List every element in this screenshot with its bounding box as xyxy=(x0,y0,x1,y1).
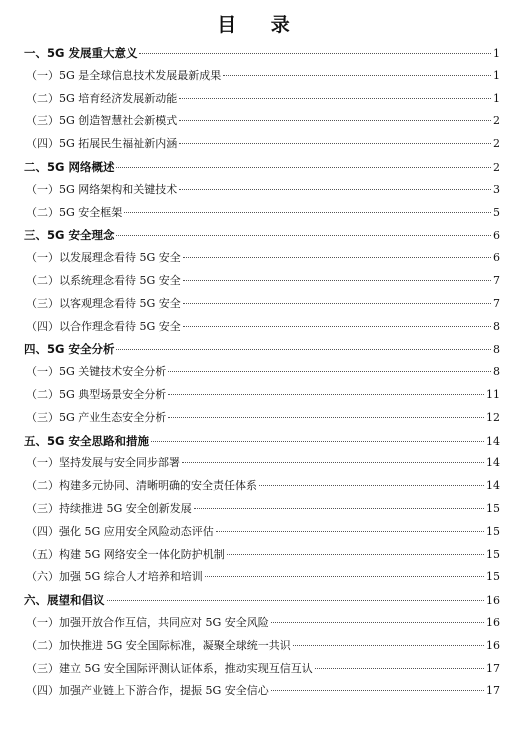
dot-leader xyxy=(116,235,491,236)
toc-section-row[interactable] xyxy=(24,88,500,111)
toc-entry-label: （一）加强开放合作互信，共同应对 5G 安全风险 xyxy=(26,615,269,629)
toc-page-number: 16 xyxy=(486,615,500,629)
dot-leader xyxy=(223,75,491,76)
toc-entry-label: 四、5G 安全分析 xyxy=(24,342,115,357)
toc-page-number: 15 xyxy=(486,547,500,561)
toc-page-number: 16 xyxy=(486,594,500,608)
toc-page-number: 15 xyxy=(486,501,500,515)
toc-page-number: 2 xyxy=(493,114,500,128)
toc-section-row[interactable] xyxy=(24,544,500,567)
toc-page-number: 5 xyxy=(493,205,500,219)
toc-section-row[interactable] xyxy=(24,202,500,225)
toc-page-number: 14 xyxy=(486,434,500,448)
toc-entry-label: （三）5G 创造智慧社会新模式 xyxy=(26,114,178,128)
toc-entry-label: （一）坚持发展与安全同步部署 xyxy=(26,456,180,470)
toc-entry-label: （三）持续推进 5G 安全创新发展 xyxy=(26,501,192,515)
toc-entry-label: 五、5G 安全思路和措施 xyxy=(24,433,149,448)
toc-section-row[interactable] xyxy=(24,635,500,658)
toc-section-row[interactable] xyxy=(24,566,500,589)
toc-entry-label: （四）以合作理念看待 5G 安全 xyxy=(26,319,181,333)
toc-entry-label: （三）5G 产业生态安全分析 xyxy=(26,410,167,424)
table-of-contents xyxy=(24,42,500,703)
dot-leader xyxy=(293,645,484,646)
toc-entry-label: （二）以系统理念看待 5G 安全 xyxy=(26,273,181,287)
toc-page-number: 16 xyxy=(486,638,500,652)
dot-leader xyxy=(194,508,484,509)
toc-entry-label: （二）5G 安全框架 xyxy=(26,205,123,219)
toc-entry-label: （二）5G 培育经济发展新动能 xyxy=(26,91,178,105)
toc-entry-label: 一、5G 发展重大意义 xyxy=(24,46,138,60)
dot-leader xyxy=(151,441,484,442)
toc-section-row[interactable] xyxy=(24,110,500,133)
toc-section-row[interactable] xyxy=(24,65,500,88)
toc-section-row[interactable] xyxy=(24,293,500,316)
toc-entry-label: （二）加快推进 5G 安全国际标准，凝聚全球统一共识 xyxy=(26,638,291,652)
toc-page-number: 15 xyxy=(486,570,500,584)
toc-section-row[interactable] xyxy=(24,316,500,339)
dot-leader xyxy=(179,143,491,144)
toc-section-row[interactable] xyxy=(24,133,500,156)
dot-leader xyxy=(116,349,491,350)
toc-section-row[interactable] xyxy=(24,498,500,521)
toc-chapter-row[interactable] xyxy=(24,430,500,453)
toc-entry-label: （一）以发展理念看待 5G 安全 xyxy=(26,251,181,265)
dot-leader xyxy=(168,394,484,395)
toc-entry-label: （一）5G 网络架构和关键技术 xyxy=(26,182,178,196)
dot-leader xyxy=(271,622,484,623)
toc-entry-label: （一）5G 是全球信息技术发展最新成果 xyxy=(26,68,222,82)
toc-entry-label: 三、5G 安全理念 xyxy=(24,228,115,243)
dot-leader xyxy=(139,53,491,54)
page-title: 目 录 xyxy=(217,14,304,36)
dot-leader xyxy=(179,189,491,190)
toc-page-number: 11 xyxy=(486,387,500,401)
toc-section-row[interactable] xyxy=(24,407,500,430)
dot-leader xyxy=(183,257,491,258)
dot-leader xyxy=(271,690,484,691)
toc-entry-label: 二、5G 网络概述 xyxy=(24,159,115,174)
dot-leader xyxy=(227,554,484,555)
toc-page-number: 7 xyxy=(493,296,500,310)
dot-leader xyxy=(205,576,484,577)
toc-section-row[interactable] xyxy=(24,361,500,384)
dot-leader xyxy=(183,303,491,304)
toc-section-row[interactable] xyxy=(24,452,500,475)
toc-page-number: 17 xyxy=(486,661,500,675)
toc-entry-label: （三）建立 5G 安全国际评测认证体系，推动实现互信互认 xyxy=(26,661,313,675)
dot-leader xyxy=(116,167,491,168)
dot-leader xyxy=(168,371,491,372)
toc-chapter-row[interactable] xyxy=(24,338,500,361)
toc-entry-label: （四）强化 5G 应用安全风险动态评估 xyxy=(26,524,214,538)
toc-entry-label: （四）5G 拓展民生福祉新内涵 xyxy=(26,137,178,151)
toc-section-row[interactable] xyxy=(24,384,500,407)
toc-page-number: 8 xyxy=(493,365,500,379)
toc-section-row[interactable] xyxy=(24,680,500,703)
dot-leader xyxy=(182,462,484,463)
toc-page-number: 14 xyxy=(486,479,500,493)
toc-section-row[interactable] xyxy=(24,612,500,635)
toc-page-number: 3 xyxy=(493,182,500,196)
dot-leader xyxy=(168,417,484,418)
toc-page-number: 1 xyxy=(493,47,500,60)
dot-leader xyxy=(183,280,491,281)
toc-entry-label: （二）5G 典型场景安全分析 xyxy=(26,387,167,401)
toc-section-row[interactable] xyxy=(24,521,500,544)
dot-leader xyxy=(315,668,484,669)
toc-page-number: 6 xyxy=(493,251,500,265)
toc-section-row[interactable] xyxy=(24,270,500,293)
toc-entry-label: （一）5G 关键技术安全分析 xyxy=(26,365,167,379)
toc-page-number: 17 xyxy=(486,684,500,698)
toc-page-number: 12 xyxy=(486,410,500,424)
dot-leader xyxy=(216,531,484,532)
toc-page-number: 1 xyxy=(493,91,500,105)
toc-section-row[interactable] xyxy=(24,658,500,681)
toc-entry-label: （五）构建 5G 网络安全一体化防护机制 xyxy=(26,547,225,561)
toc-page-number: 2 xyxy=(493,160,500,174)
toc-page-number: 2 xyxy=(493,137,500,151)
toc-entry-label: 六、展望和倡议 xyxy=(24,593,105,608)
toc-entry-label: （二）构建多元协同、清晰明确的安全责任体系 xyxy=(26,479,257,493)
toc-section-row[interactable] xyxy=(24,179,500,202)
toc-chapter-row[interactable] xyxy=(24,224,500,247)
dot-leader xyxy=(107,600,485,601)
toc-chapter-row[interactable] xyxy=(24,156,500,179)
toc-page-number: 7 xyxy=(493,273,500,287)
toc-page-number: 8 xyxy=(493,343,500,357)
toc-entry-label: （四）加强产业链上下游合作，提振 5G 安全信心 xyxy=(26,684,269,698)
dot-leader xyxy=(259,485,484,486)
toc-entry-label: （三）以客观理念看待 5G 安全 xyxy=(26,296,181,310)
toc-page-number: 15 xyxy=(486,524,500,538)
dot-leader xyxy=(179,120,491,121)
toc-page-number: 8 xyxy=(493,319,500,333)
toc-section-row[interactable] xyxy=(24,475,500,498)
toc-page-number: 1 xyxy=(493,68,500,82)
toc-chapter-row[interactable] xyxy=(24,589,500,612)
toc-page-number: 6 xyxy=(493,229,500,243)
toc-page-number: 14 xyxy=(486,456,500,470)
dot-leader xyxy=(183,326,491,327)
dot-leader xyxy=(124,212,491,213)
toc-entry-label: （六）加强 5G 综合人才培养和培训 xyxy=(26,570,203,584)
toc-section-row[interactable] xyxy=(24,247,500,270)
toc-chapter-row[interactable] xyxy=(24,42,500,65)
dot-leader xyxy=(179,98,491,99)
